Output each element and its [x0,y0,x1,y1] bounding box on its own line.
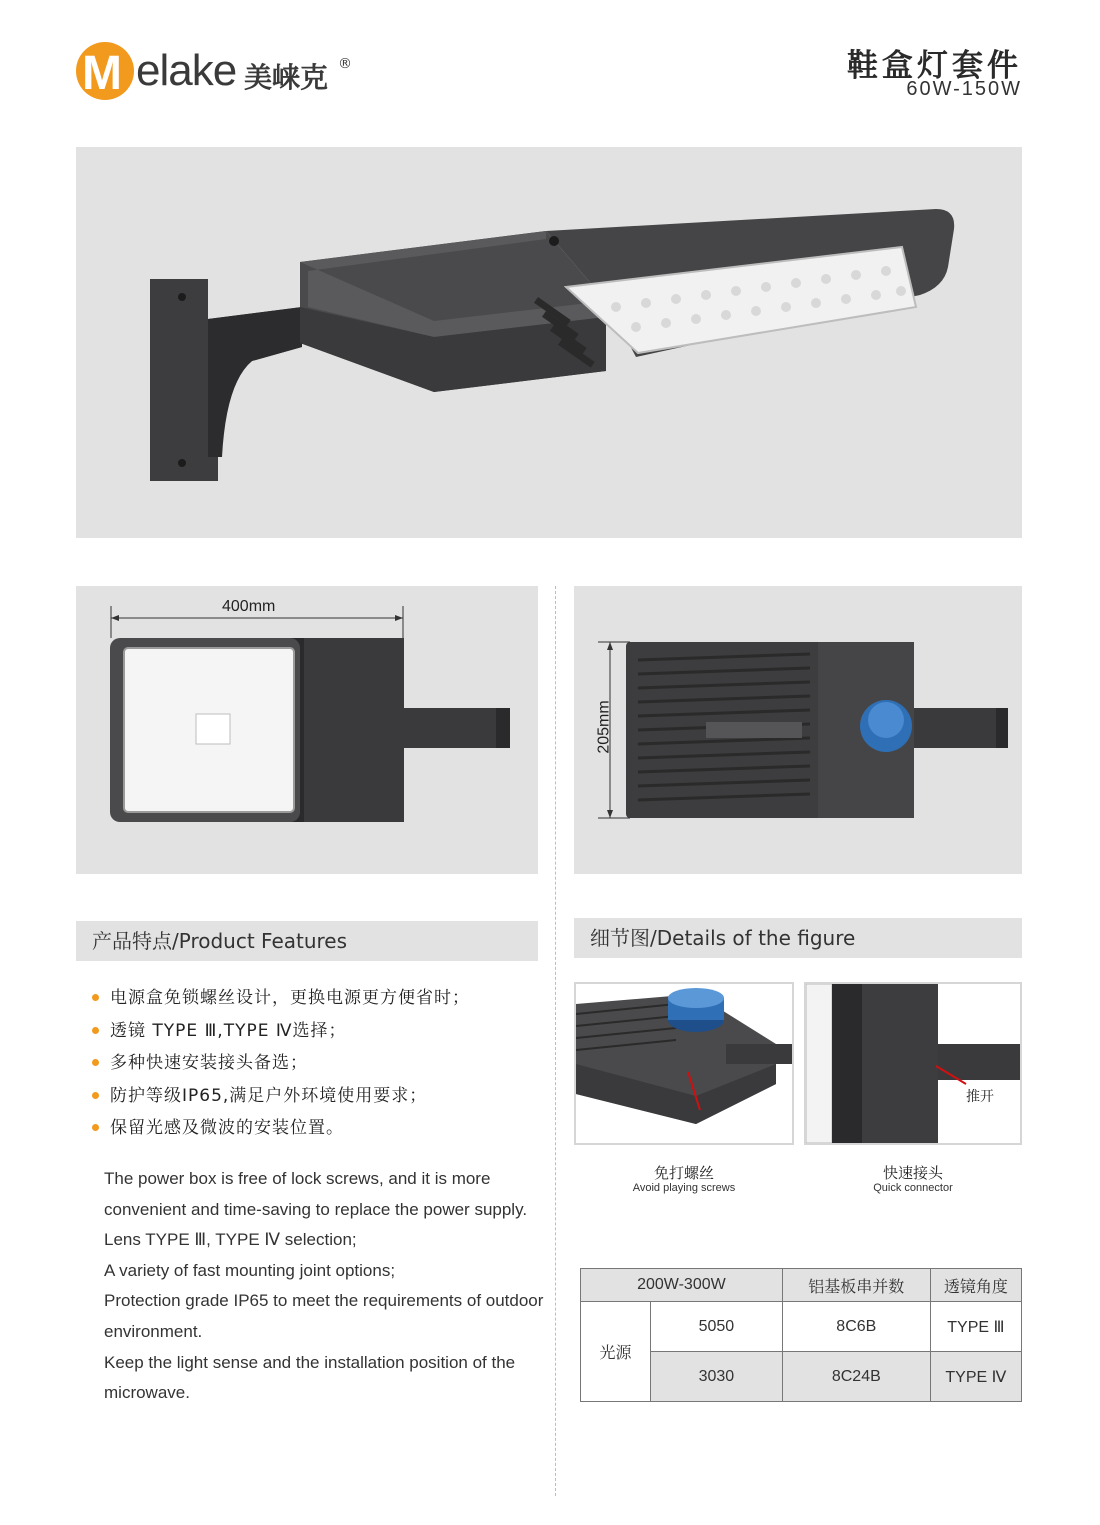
features-description-en [104,1164,544,1409]
caption-connector-en: Quick connector [873,1182,953,1194]
caption-screwless-en: Avoid playing screws [632,1182,736,1194]
features-list-cn [92,982,542,1145]
bullet-dot-icon [92,1059,99,1066]
feature-paragraph-en: Protection grade IP65 to meet the requirements of outdoor environment. [104,1291,544,1341]
column-divider [555,586,556,1496]
width-dimension-label: 400mm [222,598,276,615]
feature-item: 电源盒免锁螺丝设计，更换电源更方便省时； [92,982,542,1015]
spec-cell: TYPE Ⅳ [930,1352,1021,1402]
front-view-drawing [76,586,538,874]
feature-paragraph-en: The power box is free of lock screws, and it is more convenient and time-saving to replace the power supply. [104,1169,528,1219]
spec-header-cell: 铝基板串并数 [782,1269,930,1302]
spec-cell: 8C6B [782,1302,930,1352]
shoebox-light-illustration [76,147,1022,538]
spec-table-header-row [581,1269,1022,1302]
spec-cell: 3030 [651,1352,783,1402]
push-open-callout: 推开 [966,1089,994,1105]
spec-cell: 5050 [651,1302,783,1352]
feature-paragraph-en: A variety of fast mounting joint options; [104,1260,396,1280]
spec-header-cell: 200W-300W [581,1269,783,1302]
brand-logo [76,42,376,102]
feature-paragraph-en: Lens TYPE Ⅲ, TYPE Ⅳ selection; [104,1230,357,1250]
screwless-detail-drawing [576,984,792,1143]
hero-product-image [76,147,1022,538]
caption-connector-cn: 快速接头 [882,1164,943,1182]
feature-item: 保留光感及微波的安装位置。 [92,1112,542,1145]
spec-table [580,1268,1022,1402]
feature-item: 防护等级IP65,满足户外环境使用要求； [92,1080,542,1113]
back-view-panel [574,586,1022,874]
feature-item: 多种快速安装接头备选； [92,1047,542,1080]
detail-image-quick-connector [804,982,1022,1145]
bullet-dot-icon [92,1092,99,1099]
registered-mark: ® [338,56,352,72]
detail-image-screwless [574,982,794,1145]
spec-cell: TYPE Ⅲ [930,1302,1021,1352]
bullet-dot-icon [92,994,99,1001]
height-dimension-label: 205mm [595,700,613,754]
spec-row-label: 光源 [581,1302,651,1402]
document-title: 鞋盒灯套件 [847,48,1022,84]
spec-table-row [581,1302,1022,1352]
logo-wordmark: elake [136,46,237,95]
feature-item: 透镜 TYPE Ⅲ,TYPE Ⅳ选择； [92,1015,542,1048]
logo-mark-letter: M [82,47,122,100]
back-view-drawing [574,586,1022,874]
document-subtitle: 60W-150W [906,78,1022,100]
front-view-panel [76,586,538,874]
product-features-header: 产品特点/Product Features [76,921,538,961]
caption-screwless-cn: 免打螺丝 [653,1164,714,1182]
quick-connector-detail-drawing [806,984,1020,1143]
spec-cell: 8C24B [782,1352,930,1402]
feature-paragraph-en: Keep the light sense and the installation position of the microwave. [104,1352,516,1403]
logo-chinese-name: 美崃克 [244,61,329,94]
details-header: 细节图/Details of the figure [574,918,1022,958]
bullet-dot-icon [92,1027,99,1034]
bullet-dot-icon [92,1124,99,1131]
spec-header-cell: 透镜角度 [930,1269,1021,1302]
